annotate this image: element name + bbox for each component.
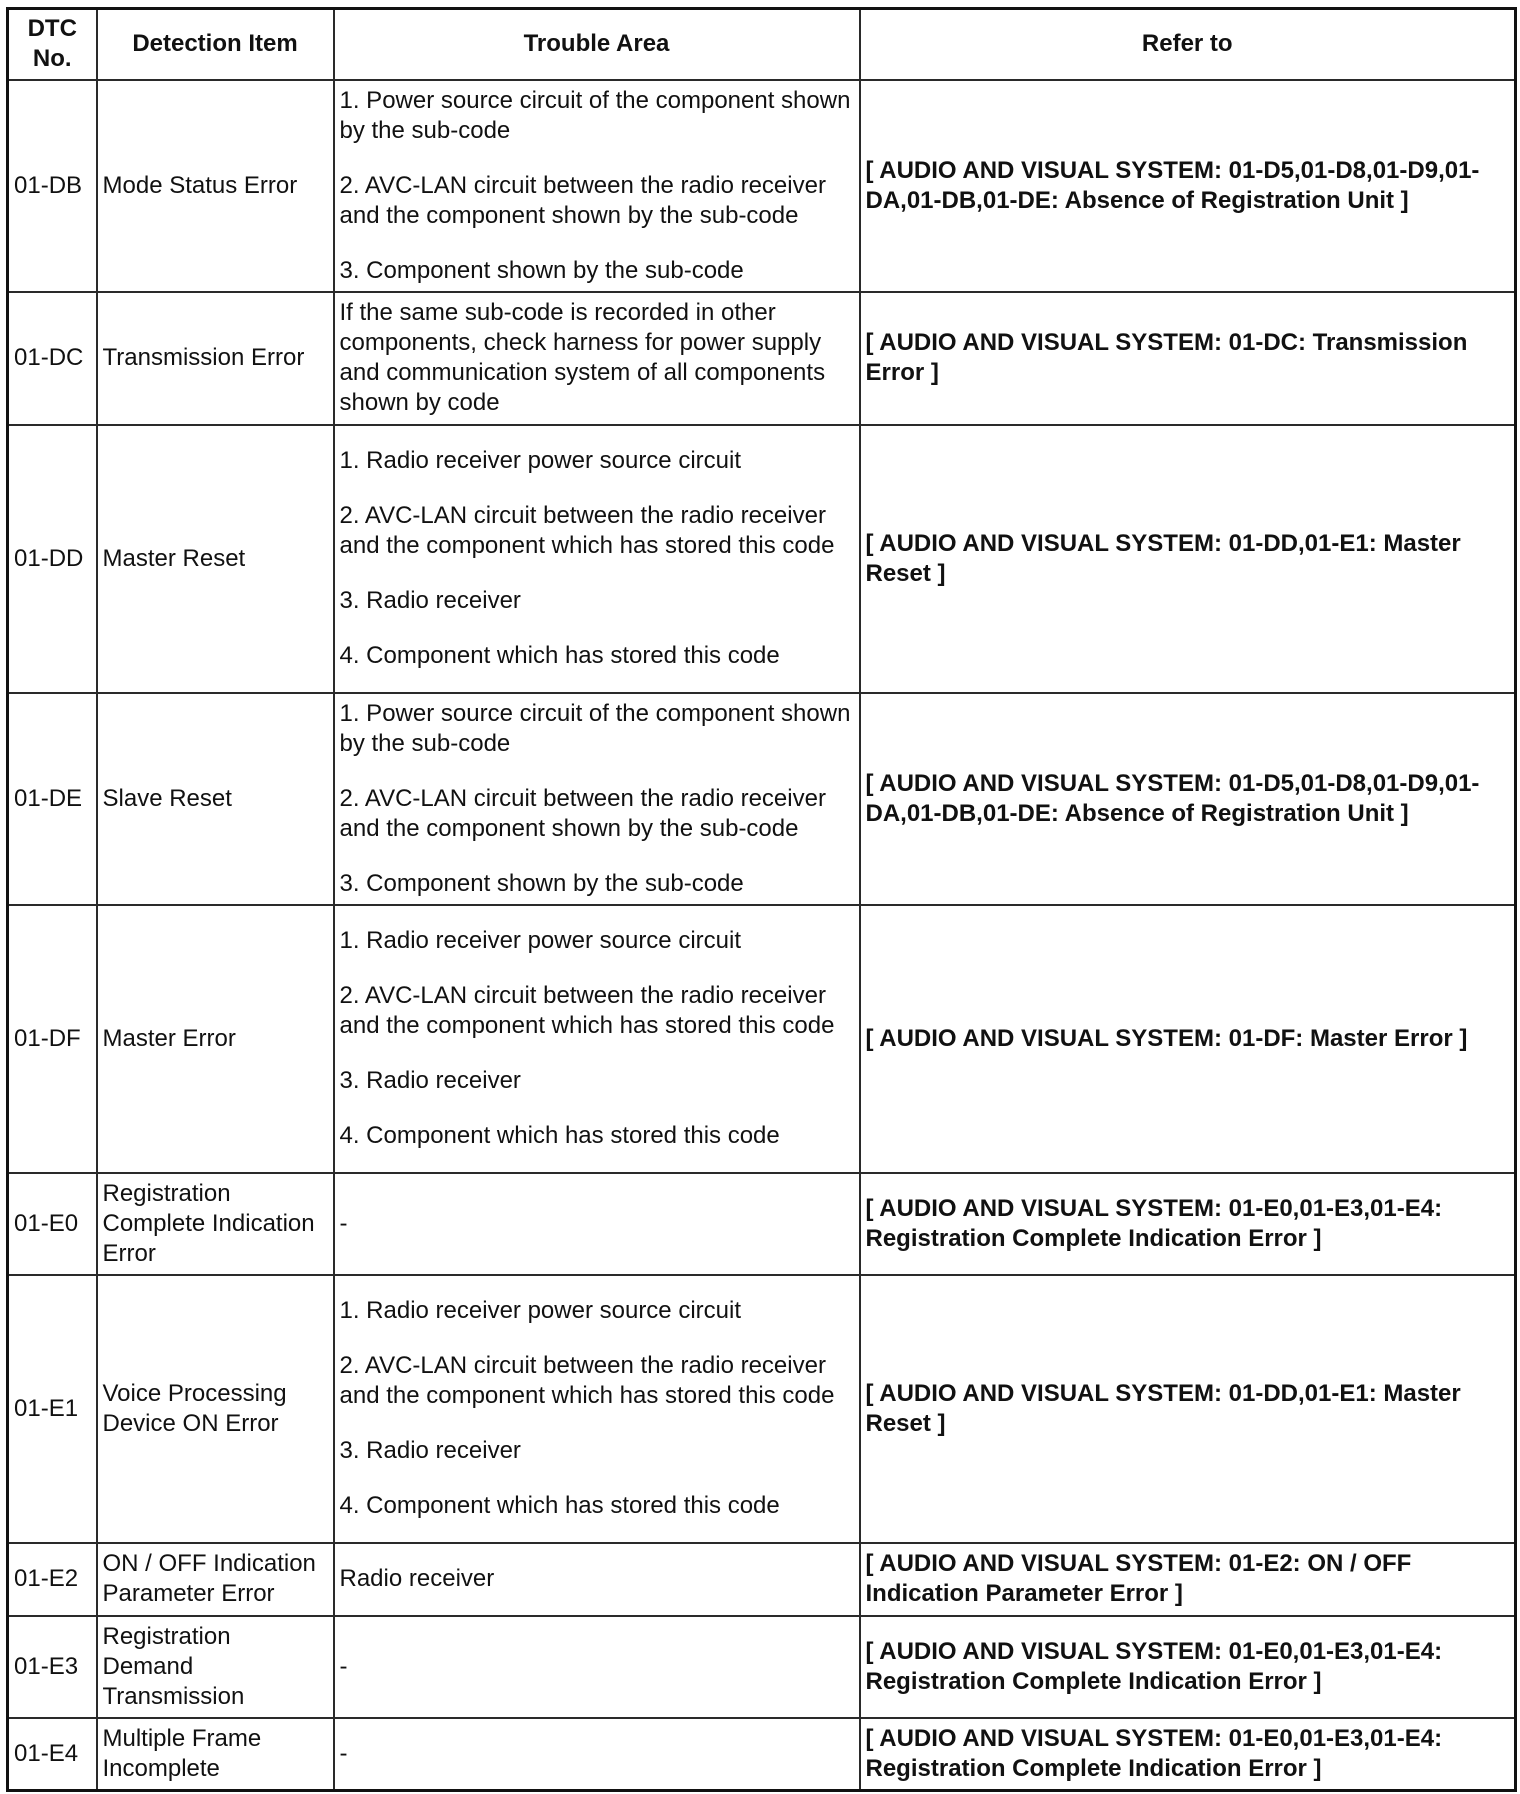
detection-item-cell: Mode Status Error [97, 80, 334, 292]
table-row [8, 1275, 1516, 1543]
trouble-area-line: 1. Power source circuit of the component shown by the sub-code [339, 86, 851, 144]
table-body [8, 80, 1516, 1791]
detection-item-cell: Master Reset [97, 425, 334, 693]
dtc-code-cell: 01-DC [8, 292, 97, 425]
trouble-area-line: 1. Radio receiver power source circuit [339, 1297, 741, 1324]
detection-item-cell: Registration Complete Indication Error [97, 1173, 334, 1275]
table-row [8, 425, 1516, 693]
table-row [8, 1543, 1516, 1616]
detection-item-cell: Transmission Error [97, 292, 334, 425]
refer-to-link[interactable]: [ AUDIO AND VISUAL SYSTEM: 01-DF: Master Error ] [860, 905, 1516, 1173]
detection-item-cell: ON / OFF Indication Parameter Error [97, 1543, 334, 1616]
dtc-code-cell: 01-E3 [8, 1616, 97, 1718]
trouble-area-line: 1. Radio receiver power source circuit [339, 927, 741, 954]
refer-to-link[interactable]: [ AUDIO AND VISUAL SYSTEM: 01-E0,01-E3,01-E4: Registration Complete Indication Error ] [860, 1718, 1516, 1791]
refer-to-link[interactable]: [ AUDIO AND VISUAL SYSTEM: 01-D5,01-D8,01-D9,01-DA,01-DB,01-DE: Absence of Registration Unit ] [860, 693, 1516, 905]
table-row [8, 80, 1516, 292]
dtc-code-cell: 01-E0 [8, 1173, 97, 1275]
refer-to-link[interactable]: [ AUDIO AND VISUAL SYSTEM: 01-DC: Transmission Error ] [860, 292, 1516, 425]
trouble-area-line: 2. AVC-LAN circuit between the radio receiver and the component shown by the sub-code [339, 171, 826, 229]
detection-item-cell: Slave Reset [97, 693, 334, 905]
table-row [8, 1173, 1516, 1275]
detection-item-cell: Multiple Frame Incomplete [97, 1718, 334, 1791]
detection-item-cell: Registration Demand Transmission [97, 1616, 334, 1718]
trouble-area-line: 1. Power source circuit of the component shown by the sub-code [339, 699, 851, 757]
trouble-area-line: 2. AVC-LAN circuit between the radio receiver and the component which has stored this code [339, 982, 835, 1039]
trouble-area-cell [334, 693, 860, 905]
trouble-area-line: 2. AVC-LAN circuit between the radio receiver and the component which has stored this code [339, 502, 835, 559]
refer-to-link[interactable]: [ AUDIO AND VISUAL SYSTEM: 01-DD,01-E1: Master Reset ] [860, 1275, 1516, 1543]
header-refer-to: Refer to [860, 9, 1516, 80]
refer-to-link[interactable]: [ AUDIO AND VISUAL SYSTEM: 01-DD,01-E1: Master Reset ] [860, 425, 1516, 693]
trouble-area-cell [334, 292, 860, 425]
detection-item-cell: Master Error [97, 905, 334, 1173]
dtc-code-cell: 01-E2 [8, 1543, 97, 1616]
trouble-area-cell [334, 1543, 860, 1616]
trouble-area-line: 3. Component shown by the sub-code [339, 869, 744, 897]
dtc-code-cell: 01-DD [8, 425, 97, 693]
trouble-area-line: - [339, 1209, 348, 1237]
header-row [8, 9, 1516, 80]
header-dtc-no: DTC No. [8, 9, 97, 80]
table-row [8, 292, 1516, 425]
trouble-area-line: 3. Radio receiver [339, 587, 521, 614]
trouble-area-line: Radio receiver [339, 1565, 495, 1592]
dtc-code-cell: 01-DE [8, 693, 97, 905]
trouble-area-line: 3. Component shown by the sub-code [339, 256, 744, 284]
refer-to-link[interactable]: [ AUDIO AND VISUAL SYSTEM: 01-D5,01-D8,01-D9,01-DA,01-DB,01-DE: Absence of Registration Unit ] [860, 80, 1516, 292]
header-trouble-area: Trouble Area [334, 9, 860, 80]
trouble-area-cell [334, 425, 860, 693]
trouble-area-line: 1. Radio receiver power source circuit [339, 447, 741, 474]
table-row [8, 1718, 1516, 1791]
trouble-area-cell [334, 1275, 860, 1543]
trouble-area-line: If the same sub-code is recorded in other components, check harness for power supply and communication system of all components shown by code [339, 299, 826, 416]
trouble-area-cell [334, 1616, 860, 1718]
refer-to-link[interactable]: [ AUDIO AND VISUAL SYSTEM: 01-E2: ON / OFF Indication Parameter Error ] [860, 1543, 1516, 1616]
trouble-area-cell [334, 80, 860, 292]
dtc-code-cell: 01-E4 [8, 1718, 97, 1791]
refer-to-link[interactable]: [ AUDIO AND VISUAL SYSTEM: 01-E0,01-E3,01-E4: Registration Complete Indication Error ] [860, 1173, 1516, 1275]
table-row [8, 905, 1516, 1173]
dtc-code-cell: 01-E1 [8, 1275, 97, 1543]
trouble-area-line: 2. AVC-LAN circuit between the radio receiver and the component which has stored this code [339, 1352, 835, 1409]
trouble-area-cell [334, 1173, 860, 1275]
trouble-area-line: 4. Component which has stored this code [339, 1122, 780, 1149]
detection-item-cell: Voice Processing Device ON Error [97, 1275, 334, 1543]
trouble-area-line: 3. Radio receiver [339, 1067, 521, 1094]
trouble-area-line: 4. Component which has stored this code [339, 1492, 780, 1519]
trouble-area-cell [334, 905, 860, 1173]
trouble-area-line: - [339, 1739, 348, 1767]
trouble-area-line: - [339, 1652, 348, 1680]
refer-to-link[interactable]: [ AUDIO AND VISUAL SYSTEM: 01-E0,01-E3,01-E4: Registration Complete Indication Error ] [860, 1616, 1516, 1718]
dtc-table [6, 7, 1517, 1792]
trouble-area-line: 4. Component which has stored this code [339, 642, 780, 669]
trouble-area-line: 3. Radio receiver [339, 1437, 521, 1464]
header-detection-item: Detection Item [97, 9, 334, 80]
table-row [8, 1616, 1516, 1718]
trouble-area-cell [334, 1718, 860, 1791]
trouble-area-line: 2. AVC-LAN circuit between the radio receiver and the component shown by the sub-code [339, 784, 826, 842]
dtc-code-cell: 01-DB [8, 80, 97, 292]
table-row [8, 693, 1516, 905]
dtc-code-cell: 01-DF [8, 905, 97, 1173]
